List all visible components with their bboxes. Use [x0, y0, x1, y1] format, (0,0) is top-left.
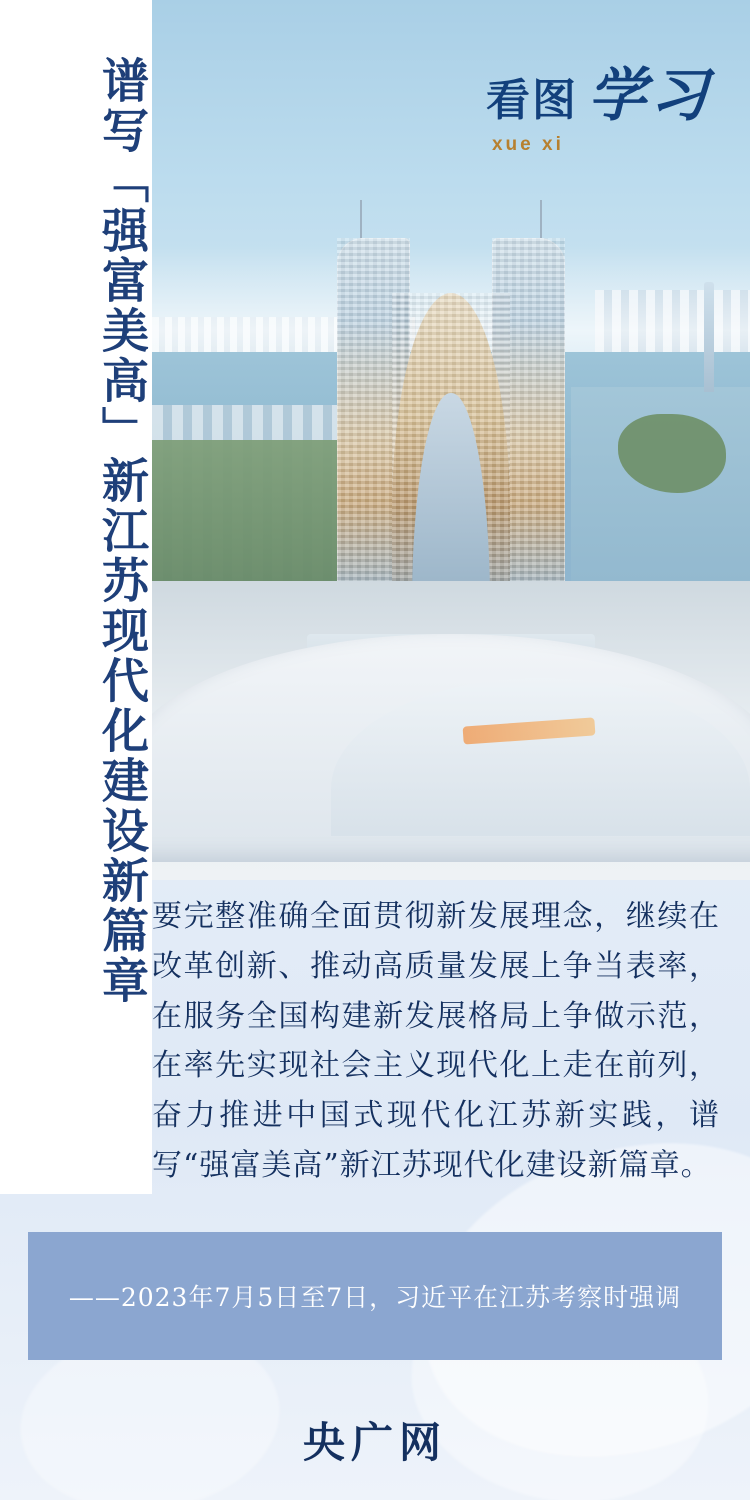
- attribution-bar: [28, 1232, 722, 1360]
- brand-name-primary: 看图: [485, 75, 578, 126]
- publisher-logo: 央广网: [302, 1418, 447, 1467]
- brand-logo: [486, 48, 712, 156]
- attribution-text: ——2023年7月5日至7日，习近平在江苏考察时强调: [68, 1283, 682, 1312]
- antenna-left: [360, 200, 362, 238]
- page-title: 谱写「强富美高」新江苏现代化建设新篇章: [94, 56, 149, 1006]
- footer: [0, 1380, 750, 1500]
- distant-tower: [704, 282, 714, 392]
- brand-name-secondary: 学习: [587, 61, 712, 129]
- brand-logo-row: [486, 48, 712, 132]
- quote-text: 要完整准确全面贯彻新发展理念，继续在改革创新、推动高质量发展上争当表率，在服务全国构建新发展格局上争做示范，在率先实现社会主义现代化上走在前列，奋力推进中国式现代化江苏新实践，谱写“强富美高”新江苏现代化建设新篇章。: [152, 899, 720, 1183]
- title-panel: [0, 0, 152, 1194]
- brand-pinyin: xue xi: [491, 134, 564, 155]
- antenna-right: [540, 200, 542, 238]
